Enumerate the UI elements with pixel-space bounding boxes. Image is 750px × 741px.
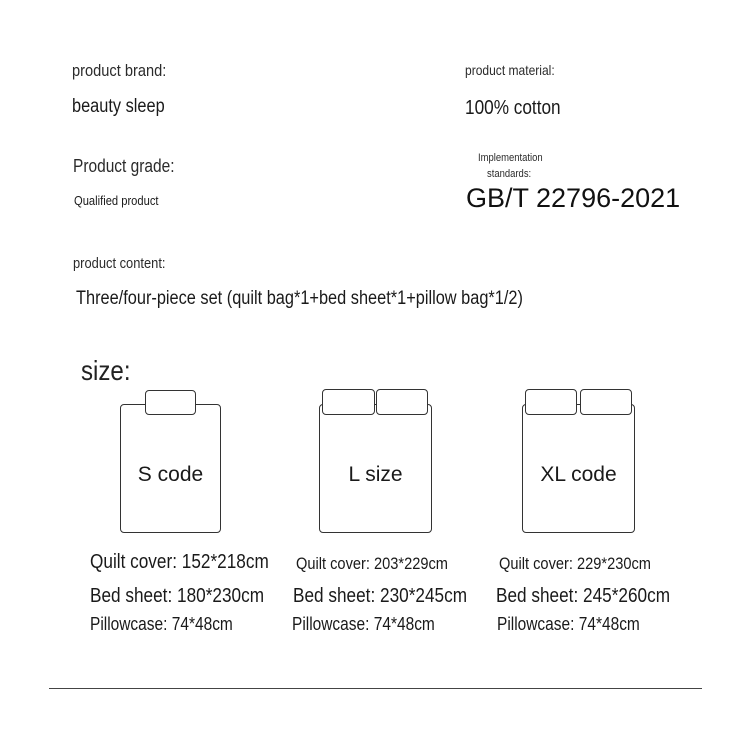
grade-label: Product grade:: [73, 156, 175, 176]
brand-value: beauty sleep: [72, 96, 165, 117]
bed-sheet-spec: Bed sheet: 230*245cm: [293, 585, 468, 607]
pillow-icon: [525, 389, 577, 415]
material-value: 100% cotton: [465, 97, 561, 119]
pillow-icon: [376, 389, 428, 415]
size-label: XL code: [540, 463, 617, 486]
pillowcase-spec: Pillowcase: 74*48cm: [90, 614, 233, 634]
size-heading: size:: [81, 355, 131, 386]
standards-label-line2: standards:: [487, 168, 532, 180]
size-label: L size: [348, 463, 403, 486]
pillowcase-spec: Pillowcase: 74*48cm: [292, 614, 435, 634]
pillow-icon: [580, 389, 632, 415]
quilt-cover-spec: Quilt cover: 203*229cm: [296, 554, 448, 573]
content-label: product content:: [73, 255, 166, 272]
standards-value: GB/T 22796-2021: [466, 183, 681, 213]
divider: [49, 688, 702, 689]
grade-value: Qualified product: [74, 193, 159, 208]
brand-label: product brand:: [72, 61, 167, 80]
standards-label-line1: Implementation: [478, 152, 543, 164]
quilt-cover-spec: Quilt cover: 229*230cm: [499, 554, 651, 573]
bed-diagram-xl: [522, 404, 635, 533]
size-label: S code: [137, 463, 204, 486]
content-value: Three/four-piece set (quilt bag*1+bed sheet*1+pillow bag*1/2): [76, 288, 523, 309]
bed-diagram-s: [120, 404, 221, 533]
bed-sheet-spec: Bed sheet: 180*230cm: [90, 585, 265, 607]
pillow-icon: [145, 390, 196, 415]
material-label: product material:: [465, 62, 555, 78]
bed-sheet-spec: Bed sheet: 245*260cm: [496, 585, 671, 607]
quilt-cover-spec: Quilt cover: 152*218cm: [90, 551, 269, 573]
pillow-icon: [322, 389, 375, 415]
bed-diagram-l: [319, 404, 432, 533]
pillowcase-spec: Pillowcase: 74*48cm: [497, 614, 640, 634]
